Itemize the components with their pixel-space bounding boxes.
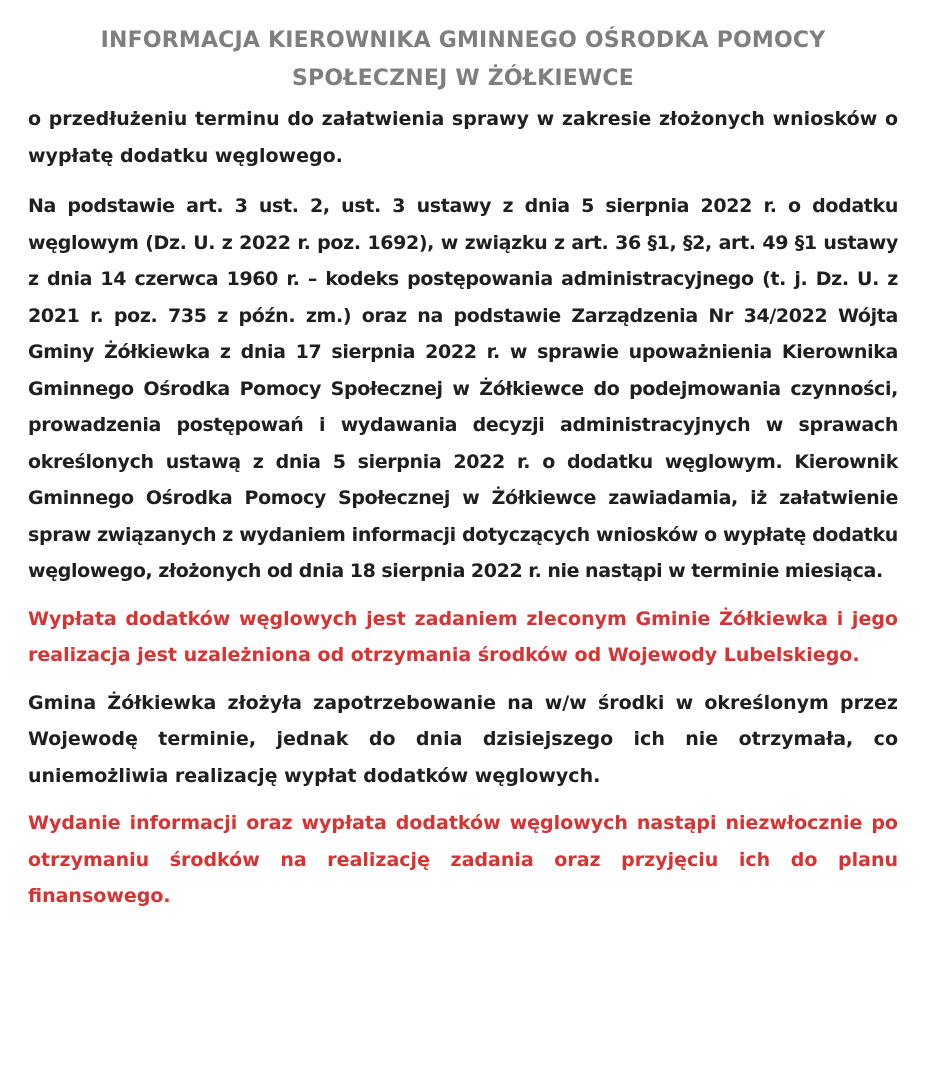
funding-status-paragraph: Gmina Żółkiewka złożyła zapotrzebowanie na w/w środki w określonym przez Wojewodę terminie, jednak do dnia dzisiejszego ich nie otrzymała, co uniemożliwia realizację wypłat dodatków węglowych. xyxy=(28,691,898,787)
legal-basis-paragraph: Na podstawie art. 3 ust. 2, ust. 3 ustawy z dnia 5 sierpnia 2022 r. o dodatku węglowym (Dz. U. z 2022 r. poz. 1692), w związku z art. 36 §1, §2, art. 49 §1 ustawy z dnia 14 czerwca 1960 r. – kodeks postępowania administracyjnego (t. j. Dz. U. z 2021 r. poz. 735 z późn. zm.) oraz na podstawie Zarządzenia Nr 34/2022 Wójta Gminy Żółkiewka z dnia 17 sierpnia 2022 r. w sprawie upoważnienia Kierownika Gminnego Ośrodka Pomocy Społecznej w Żółkiewce do podejmowania czynności, prowadzenia postępowań i wydawania decyzji administracyjnych w sprawach określonych ustawą z dnia 5 sierpnia 2022 r. o dodatku węglowym. Kierownik Gminnego Ośrodka Pomocy Społecznej w Żółkiewce zawiadamia, iż załatwienie spraw związanych z wydaniem informacji dotyczących wniosków o wypłatę dodatku węglowego, złożonych od dnia 18 sierpnia 2022 r. nie nastąpi w terminie miesiąca. xyxy=(28,195,898,582)
funding-notice-paragraph: Wypłata dodatków węglowych jest zadaniem zleconym Gminie Żółkiewka i jego realizacja jest uzależniona od otrzymania środków od Wojewody Lubelskiego. xyxy=(28,607,898,666)
payout-notice-paragraph: Wydanie informacji oraz wypłata dodatków węglowych nastąpi niezwłocznie po otrzymaniu środków na realizację zadania oraz przyjęciu ich do planu finansowego. xyxy=(28,812,898,907)
document-title: INFORMACJA KIEROWNIKA GMINNEGO OŚRODKA POMOCY SPOŁECZNEJ W ŻÓŁKIEWCE xyxy=(100,28,826,91)
intro-paragraph: o przedłużeniu terminu do załatwienia sprawy w zakresie złożonych wniosków o wypłatę dodatku węglowego. xyxy=(28,108,898,167)
